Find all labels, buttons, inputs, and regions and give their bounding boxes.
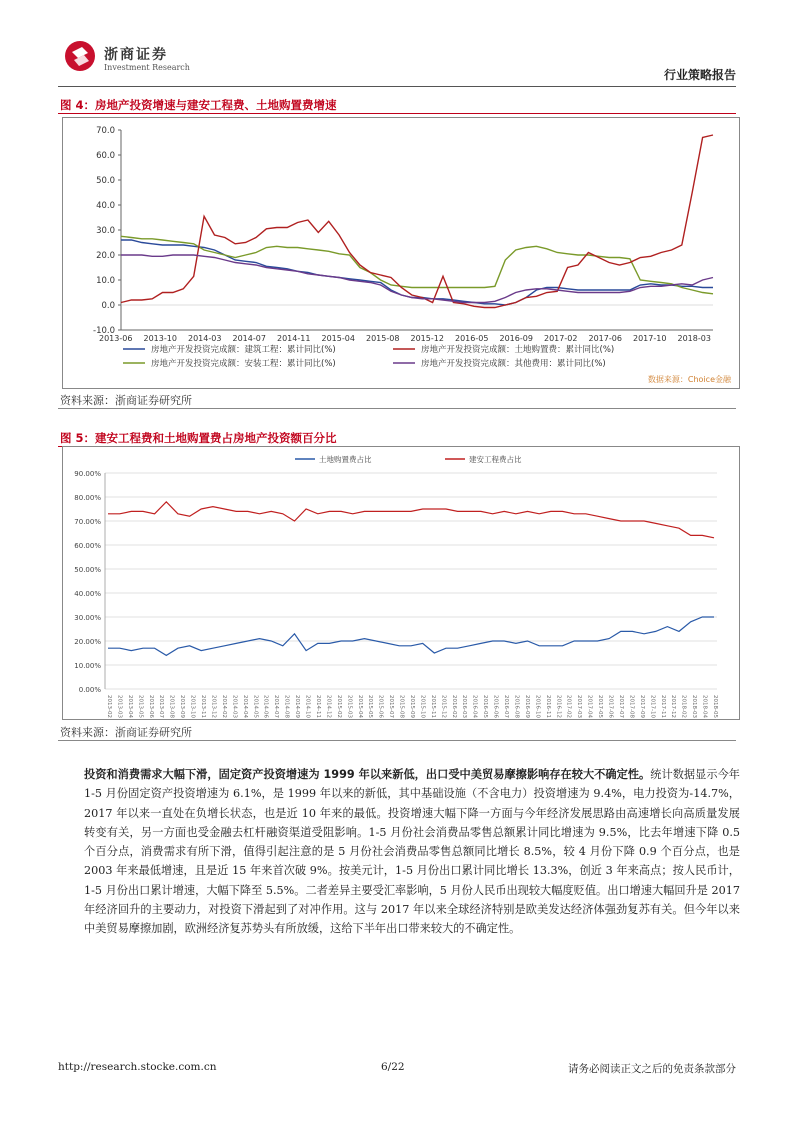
x-tick-label: 2013-11 — [200, 695, 207, 718]
x-tick-label: 2016-05 — [482, 695, 489, 718]
company-name-cn: 浙商证券 — [104, 47, 168, 63]
x-tick-label: 2016-11 — [544, 695, 551, 718]
x-tick-label: 2013-10 — [143, 334, 177, 343]
x-tick-label: 2014-09 — [294, 695, 301, 718]
x-tick-label: 2017-04 — [586, 695, 593, 718]
x-tick-label: 2017-05 — [597, 695, 604, 718]
x-tick-label: 2018-02 — [680, 695, 687, 718]
legend-label-0: 土地购置费占比 — [319, 455, 372, 464]
y-tick-label: 40.00% — [74, 590, 101, 598]
x-tick-label: 2014-11 — [277, 334, 311, 343]
x-tick-label: 2017-07 — [617, 695, 624, 718]
legend-label-1: 建安工程费占比 — [469, 455, 522, 464]
y-tick-label: 70.0 — [96, 126, 115, 136]
x-tick-label: 2015-04 — [356, 695, 363, 718]
y-tick-label: 30.00% — [74, 614, 101, 622]
x-tick-label: 2015-09 — [409, 695, 415, 718]
figure5-source: 资料来源：浙商证券研究所 — [60, 726, 192, 739]
x-tick-label: 2016-06 — [492, 695, 499, 718]
figure5-chart-frame — [62, 446, 740, 720]
company-logo-icon — [64, 40, 96, 72]
y-tick-label: 0.0 — [101, 301, 115, 311]
x-tick-label: 2015-08 — [366, 334, 400, 343]
y-tick-label: -10.0 — [93, 326, 115, 336]
x-tick-label: 2013-07 — [158, 695, 165, 718]
series-line-0 — [108, 617, 714, 655]
figure4-title: 图 4：房地产投资增速与建安工程费、土地购置费增速 — [60, 98, 337, 112]
x-tick-label: 2014-02 — [220, 695, 227, 718]
x-tick-label: 2014-11 — [314, 695, 321, 718]
x-tick-label: 2014-03 — [188, 334, 222, 343]
x-tick-label: 2015-05 — [367, 695, 374, 718]
series-line-1 — [108, 502, 714, 538]
x-tick-label: 2013-06 — [147, 695, 154, 718]
x-tick-label: 2016-05 — [455, 334, 489, 343]
company-name-en: Investment Research — [104, 63, 190, 72]
x-tick-label: 2016-09 — [499, 334, 533, 343]
y-tick-label: 30.0 — [96, 226, 115, 236]
y-tick-label: 10.0 — [96, 276, 115, 286]
x-tick-label: 2015-02 — [335, 695, 342, 718]
x-tick-label: 2013-06 — [99, 334, 133, 343]
footer-disclaimer: 请务必阅读正文之后的免责条款部分 — [568, 1063, 736, 1075]
x-tick-label: 2013-04 — [126, 695, 133, 718]
x-tick-label: 2016-10 — [534, 695, 541, 718]
x-tick-label: 2018-03 — [691, 695, 698, 718]
x-tick-label: 2014-06 — [262, 695, 269, 718]
x-tick-label: 2014-07 — [273, 695, 280, 718]
x-tick-label: 2014-07 — [232, 334, 266, 343]
y-tick-label: 40.0 — [96, 201, 115, 211]
y-tick-label: 50.0 — [96, 176, 115, 186]
y-tick-label: 80.00% — [74, 494, 101, 502]
figure4-title-rule — [58, 113, 736, 114]
x-tick-label: 2013-09 — [179, 695, 186, 718]
y-tick-label: 10.00% — [74, 662, 101, 670]
x-tick-label: 2013-03 — [116, 695, 123, 718]
x-tick-label: 2017-12 — [670, 695, 677, 718]
series-line-0 — [121, 240, 713, 305]
legend-label-1: 房地产开发投资完成额：土地购置费：累计同比(%) — [421, 345, 615, 355]
y-tick-label: 20.00% — [74, 638, 101, 646]
x-tick-label: 2017-08 — [628, 695, 635, 718]
x-tick-label: 2015-03 — [346, 695, 353, 718]
legend-label-0: 房地产开发投资完成额：建筑工程：累计同比(%) — [151, 345, 336, 355]
x-tick-label: 2014-12 — [325, 695, 332, 718]
figure5-source-rule — [58, 740, 736, 741]
y-tick-label: 90.00% — [74, 470, 101, 478]
figure4-line-chart — [63, 118, 739, 388]
x-tick-label: 2018-03 — [677, 334, 711, 343]
x-tick-label: 2016-07 — [503, 695, 510, 718]
x-tick-label: 2017-09 — [638, 695, 645, 718]
x-tick-label: 2015-04 — [321, 334, 355, 343]
x-tick-label: 2015-08 — [398, 695, 405, 718]
x-tick-label: 2015-06 — [377, 695, 384, 718]
x-tick-label: 2015-11 — [429, 695, 436, 718]
x-tick-label: 2016-04 — [471, 695, 478, 718]
legend-label-2: 房地产开发投资完成额：安装工程：累计同比(%) — [151, 359, 336, 369]
y-tick-label: 70.00% — [74, 518, 101, 526]
page-number: 6/22 — [381, 1061, 405, 1073]
body-paragraph — [84, 765, 740, 939]
x-tick-label: 2015-10 — [419, 695, 426, 718]
figure5-line-chart — [63, 447, 739, 719]
series-line-1 — [121, 236, 713, 293]
x-tick-label: 2013-02 — [106, 695, 112, 718]
x-tick-label: 2018-05 — [712, 695, 718, 718]
x-tick-label: 2013-08 — [168, 695, 175, 718]
x-tick-label: 2015-12 — [440, 695, 447, 718]
x-tick-label: 2014-05 — [252, 695, 259, 718]
x-tick-label: 2017-02 — [565, 695, 572, 718]
figure5-title: 图 5：建安工程费和土地购置费占房地产投资额百分比 — [60, 431, 337, 445]
x-tick-label: 2013-05 — [137, 695, 144, 718]
figure4-chart-frame — [62, 117, 740, 389]
series-line-2 — [121, 135, 713, 308]
x-tick-label: 2017-02 — [544, 334, 578, 343]
chart-watermark: 数据来源：Choice金融 — [647, 375, 731, 384]
figure4-source: 资料来源：浙商证券研究所 — [60, 394, 192, 407]
x-tick-label: 2017-10 — [649, 695, 656, 718]
header-divider — [58, 86, 736, 87]
x-tick-label: 2016-12 — [555, 695, 562, 718]
y-tick-label: 20.0 — [96, 251, 115, 261]
series-line-3 — [121, 255, 713, 303]
x-tick-label: 2017-06 — [588, 334, 622, 343]
x-tick-label: 2014-10 — [304, 695, 311, 718]
y-tick-label: 0.00% — [78, 686, 101, 694]
legend-label-3: 房地产开发投资完成额：其他费用：累计同比(%) — [421, 359, 606, 369]
x-tick-label: 2016-08 — [513, 695, 520, 718]
footer-url-link[interactable]: http://research.stocke.com.cn — [58, 1061, 217, 1073]
x-tick-label: 2015-07 — [388, 695, 395, 718]
x-tick-label: 2014-08 — [283, 695, 290, 718]
y-tick-label: 60.0 — [96, 151, 115, 161]
x-tick-label: 2013-12 — [210, 695, 217, 718]
x-tick-label: 2018-04 — [701, 695, 708, 718]
x-tick-label: 2017-03 — [576, 695, 583, 718]
x-tick-label: 2014-03 — [231, 695, 238, 718]
x-tick-label: 2015-12 — [410, 334, 444, 343]
body-content: 统计数据显示今年 1-5 月份固定资产投资增速为 6.1%，是 1999 年以来的新低，其中基础设施（不含电力）投资增速为 9.4%，电力投资为-14.7%，2017 年以来一直处在负增长状态，也是近 10 年来的最低。投资增速大幅下降一方面与今年经济发展思路由高速增长向高质量发展转变有关，另一方面也受金融去杠杆融资渠道受阻影响。1-5 月份社会消费品零售总额累计同比增速为 9.5%，比去年增速下降 0.5 个百分点，消费需求有所下滑，值得引起注意的是 5 月份社会消费品零售总额同比增长 8.5%，较 4 月份下降 0.9 个百分点，也是 2003 年来最低增速，且是近 15 年来首次破 9%。按美元计，1-5 月份出口累计同比增长 13.3%，创近 3 年来高点；按人民币计，1-5 月份出口累计增速，大幅下降至 5.5%。二者差异主要受汇率影响，5 月份人民币出现较大幅度贬值。出口增速大幅回升是 2017 年经济回升的主要动力，对投资下滑起到了对冲作用。这与 2017 年以来全球经济特别是欧美发达经济体强劲复苏有关。但今年以来中美贸易摩擦加剧，欧洲经济复苏势头有所放缓，这给下半年出口带来较大的不确定性。 — [84, 768, 740, 936]
x-tick-label: 2017-10 — [633, 334, 667, 343]
figure4-source-rule — [58, 408, 736, 409]
x-tick-label: 2014-04 — [241, 695, 248, 718]
x-tick-label: 2016-02 — [450, 695, 457, 718]
y-tick-label: 50.00% — [74, 566, 101, 574]
x-tick-label: 2017-06 — [607, 695, 614, 718]
report-type: 行业策略报告 — [663, 68, 736, 82]
x-tick-label: 2017-11 — [659, 695, 666, 718]
x-tick-label: 2016-09 — [523, 695, 530, 718]
y-tick-label: 60.00% — [74, 542, 101, 550]
x-tick-label: 2013-10 — [189, 695, 196, 718]
x-tick-label: 2016-03 — [461, 695, 468, 718]
body-lead-sentence: 投资和消费需求大幅下滑，固定资产投资增速为 1999 年以来新低，出口受中美贸易摩擦影响存在较大不确定性。 — [84, 768, 651, 781]
